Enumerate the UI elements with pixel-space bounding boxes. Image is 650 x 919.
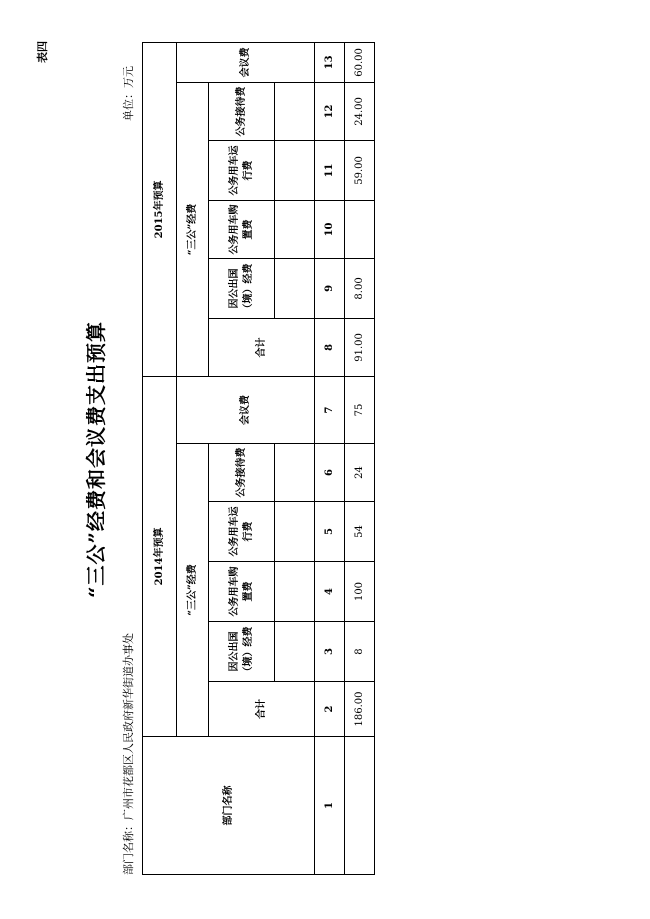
col-number: 1 — [315, 737, 345, 875]
department-line — [120, 633, 136, 875]
meeting-2014-header: 会议费 — [177, 376, 315, 443]
meeting-2015-header: 会议费 — [177, 42, 315, 82]
cell-dept — [345, 737, 375, 875]
unit-label: 单位：万元 — [122, 66, 135, 121]
header-row-year — [143, 42, 177, 874]
vehicle-purchase-2014-header: 公务用车购置费 — [209, 562, 275, 622]
department-label: 部门名称： — [122, 820, 135, 875]
budget-table — [142, 42, 375, 875]
cell-total-2015: 91.00 — [345, 318, 375, 376]
column-number-row — [315, 42, 345, 874]
sheet-label: 表四 — [36, 41, 49, 63]
cell-reception-2015: 24.00 — [345, 82, 375, 140]
overseas-2014-header: 因公出国（境）经费 — [209, 622, 275, 682]
col-number: 3 — [315, 622, 345, 682]
total-2014-header: 合计 — [209, 682, 315, 737]
table-row — [345, 42, 375, 874]
document-title: “三公”经费和会议费支出预算 — [84, 321, 108, 599]
total-2015-header: 合计 — [209, 318, 315, 376]
col-number: 10 — [315, 200, 345, 258]
col-number: 7 — [315, 376, 345, 443]
cell-meeting-2015: 60.00 — [345, 42, 375, 82]
overseas-2015-header: 因公出国（境）经费 — [209, 258, 275, 318]
col-number: 12 — [315, 82, 345, 140]
reception-2015-header: 公务接待费 — [209, 82, 275, 140]
year-2015-header: 2015年预算 — [143, 42, 177, 376]
cell-total-2014: 186.00 — [345, 682, 375, 737]
dept-col-header: 部门名称 — [143, 737, 315, 875]
vehicle-purchase-2015-header: 公务用车购置费 — [209, 200, 275, 258]
reception-2014-header: 公务接待费 — [209, 444, 275, 502]
cell-meeting-2014: 75 — [345, 376, 375, 443]
cell-vehicle-purchase-2014: 100 — [345, 562, 375, 622]
col-number: 4 — [315, 562, 345, 622]
vehicle-operation-2015-header: 公务用车运行费 — [209, 140, 275, 200]
cell-overseas-2015: 8.00 — [345, 258, 375, 318]
col-number: 2 — [315, 682, 345, 737]
sangong-2015-header: “三公”经费 — [177, 82, 209, 376]
department-name: 广州市花都区人民政府新华街道办事处 — [122, 633, 135, 820]
cell-vehicle-operation-2014: 54 — [345, 502, 375, 562]
col-number: 11 — [315, 140, 345, 200]
cell-reception-2014: 24 — [345, 444, 375, 502]
sangong-2014-header: “三公”经费 — [177, 444, 209, 737]
cell-vehicle-operation-2015: 59.00 — [345, 140, 375, 200]
year-2014-header: 2014年预算 — [143, 376, 177, 736]
col-number: 6 — [315, 444, 345, 502]
vehicle-operation-2014-header: 公务用车运行费 — [209, 502, 275, 562]
col-number: 9 — [315, 258, 345, 318]
col-number: 13 — [315, 42, 345, 82]
col-number: 8 — [315, 318, 345, 376]
cell-vehicle-purchase-2015 — [345, 200, 375, 258]
col-number: 5 — [315, 502, 345, 562]
cell-overseas-2014: 8 — [345, 622, 375, 682]
